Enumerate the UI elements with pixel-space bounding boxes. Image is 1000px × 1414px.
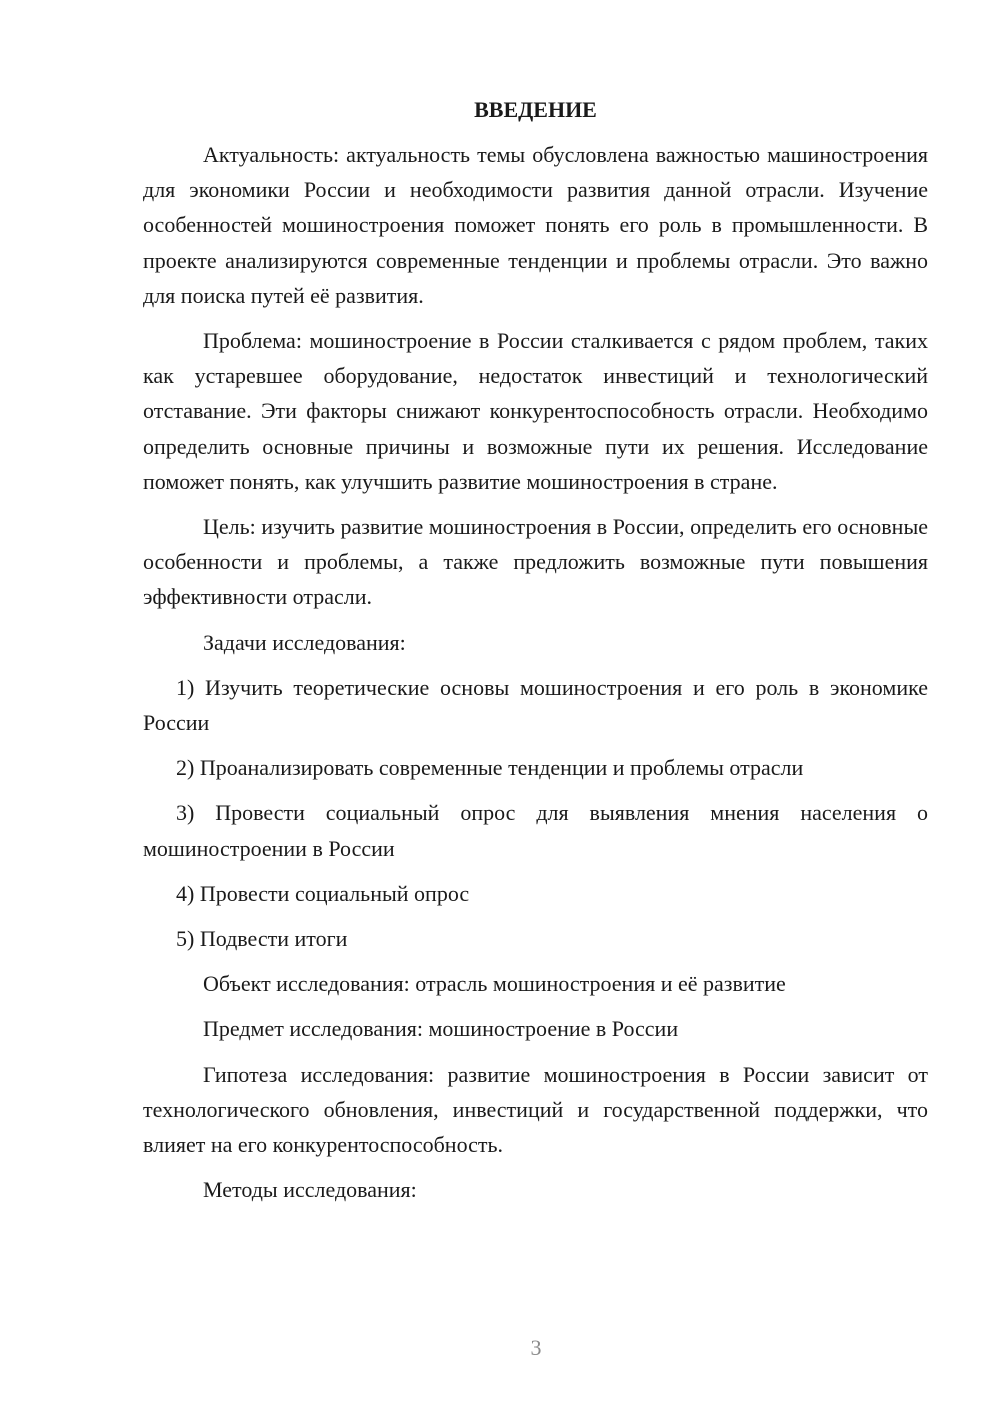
page-number: 3 [530, 1335, 542, 1360]
subject-paragraph: Предмет исследования: мошиностроение в России [203, 1016, 679, 1042]
goal-paragraph: Цель: изучить развитие мошиностроения в России, определить его основные особенности и проблемы, а также предложить возможные пути повышения эффективности отрасли. [143, 514, 928, 610]
hypothesis-paragraph: Гипотеза исследования: развитие мошиностроения в России зависит от технологического обновления, инвестиций и государственной поддержки, что влияет на его конкурентоспособность. [143, 1061, 928, 1158]
object-paragraph: Объект исследования: отрасль мошиностроения и её развитие [203, 971, 786, 997]
relevance-paragraph: Актуальность: актуальность темы обусловлена важностью машиностроения для экономики России и необходимости развития данной отрасли. Изучение особенностей мошиностроения поможет понять его роль в промышленности. В проекте анализируются современные тенденции и проблемы отрасли. Это важно для поиска путей её развития. [143, 142, 928, 308]
methods-heading: Методы исследования: [203, 1177, 417, 1203]
tasks-heading: Задачи исследования: [203, 629, 406, 655]
problem-paragraph: Проблема: мошиностроение в России сталкивается с рядом проблем, таких как устаревшее оборудование, недостаток инвестиций и технологический отставание. Эти факторы снижают конкурентоспособность отрасли. Необходимо определить основные причины и возможные пути их решения. Исследование поможет понять, как улучшить развитие мошиностроения в стране. [143, 328, 928, 494]
document-body [143, 94, 928, 1207]
task-item-3: 3) Провести социальный опрос для выявления мнения населения о мошиностроении в России [143, 800, 928, 861]
section-title: ВВЕДЕНИЕ [474, 97, 597, 122]
task-item-2: 2) Проанализировать современные тенденции и проблемы отрасли [176, 755, 804, 781]
task-item-4: 4) Провести социальный опрос [176, 880, 470, 906]
task-item-1: 1) Изучить теоретические основы мошиностроения и его роль в экономике России [143, 674, 928, 736]
task-item-5: 5) Подвести итоги [176, 926, 348, 952]
